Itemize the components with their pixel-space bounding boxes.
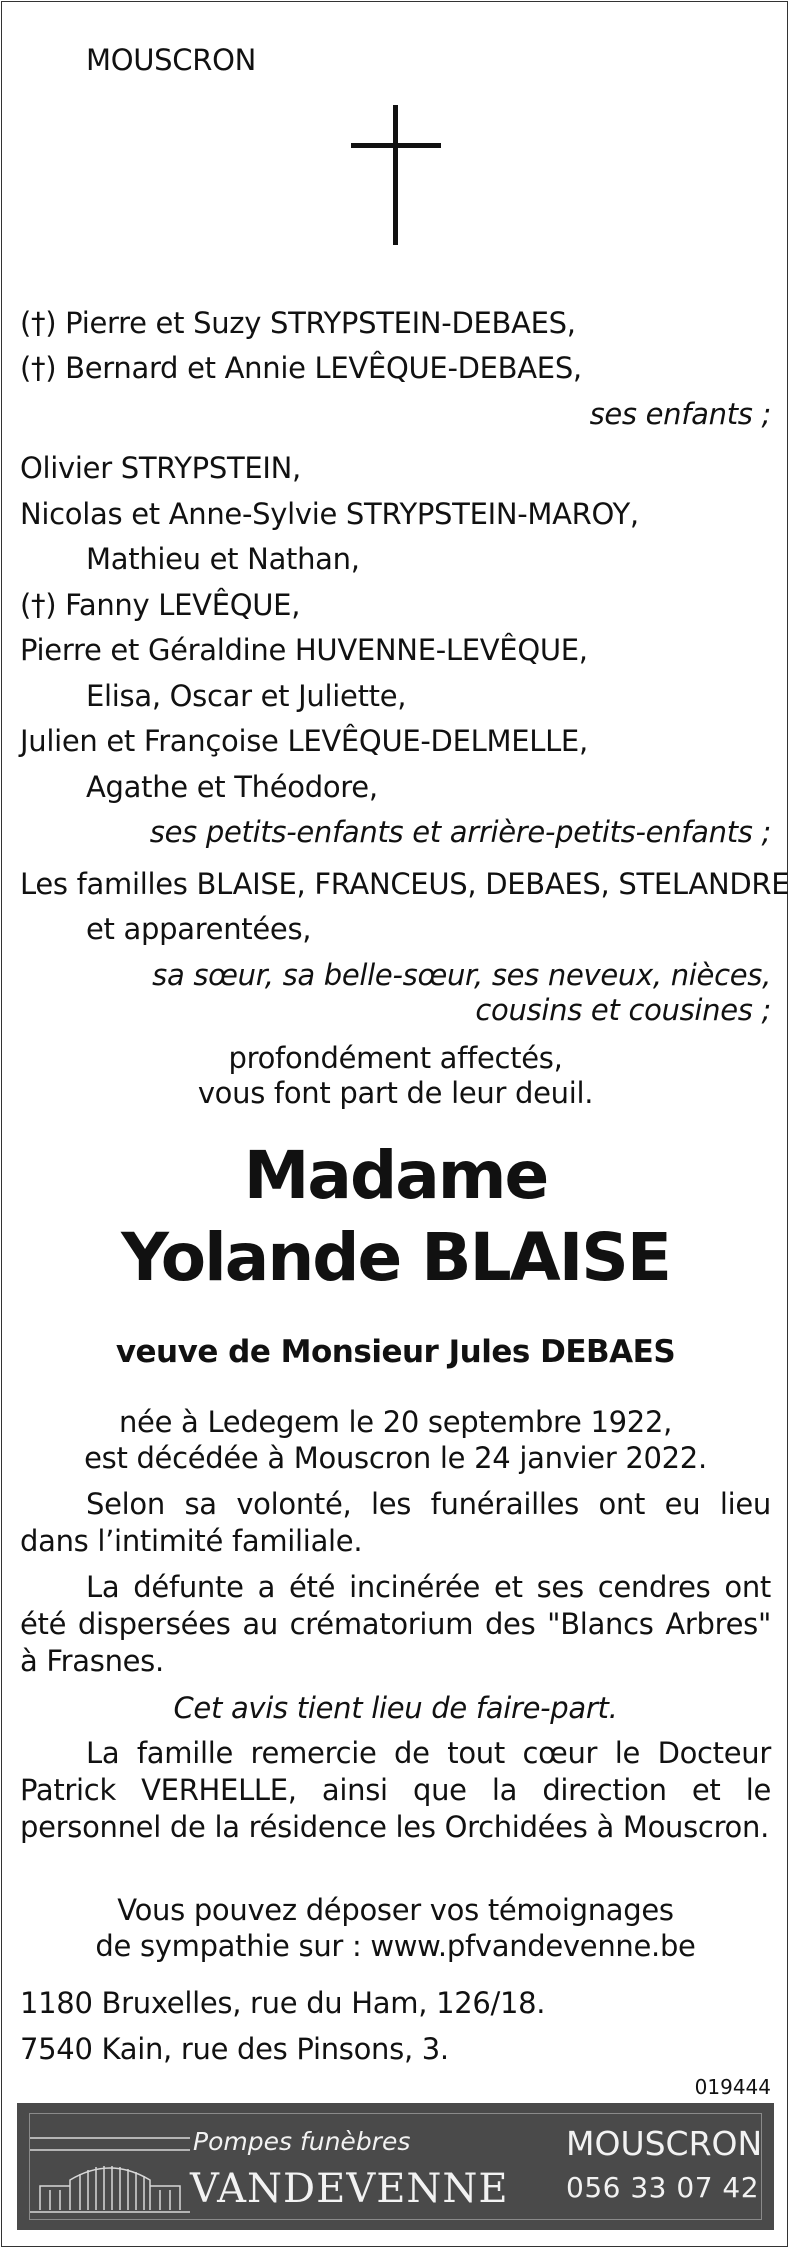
- families-line-1: Les familles BLAISE, FRANCEUS, DEBAES, STELANDRE: [20, 867, 790, 901]
- paragraph-thanks: [20, 1735, 771, 1846]
- children-role: ses enfants ;: [589, 397, 771, 431]
- grandchild-line-1: Olivier STRYPSTEIN,: [20, 451, 301, 485]
- grandchild-line-5: Pierre et Géraldine HUVENNE-LEVÊQUE,: [20, 633, 588, 667]
- deceased-name: Yolande BLAISE: [121, 1219, 670, 1296]
- grandchild-line-4: (†) Fanny LEVÊQUE,: [20, 588, 301, 622]
- footer-phone[interactable]: 056 33 07 42: [566, 2171, 760, 2204]
- families-role-1: sa sœur, sa belle-sœur, ses neveux, nièces,: [152, 958, 771, 992]
- deceased-widow: veuve de Monsieur Jules DEBAES: [115, 1334, 676, 1370]
- footer-city: MOUSCRON: [566, 2124, 763, 2163]
- paragraph-funeral-text: Selon sa volonté, les funérailles ont eu lieu dans l’intimité familiale.: [20, 1487, 771, 1558]
- address-1: 1180 Bruxelles, rue du Ham, 126/18.: [20, 1986, 546, 2020]
- grandchild-line-6: Elisa, Oscar et Juliette,: [86, 679, 407, 713]
- paragraph-thanks-text: La famille remercie de tout cœur le Docteur Patrick VERHELLE, ainsi que la direction et le personnel de la résidence les Orchidées à Mouscron.: [20, 1736, 771, 1844]
- condolence-line-1: Vous pouvez déposer vos témoignages: [117, 1893, 674, 1927]
- notice-line: Cet avis tient lieu de faire-part.: [173, 1691, 618, 1725]
- child-line-1: (†) Pierre et Suzy STRYPSTEIN-DEBAES,: [20, 306, 576, 340]
- grandchild-line-3: Mathieu et Nathan,: [86, 542, 360, 576]
- cross-icon-bar: [351, 143, 441, 148]
- grandchild-line-7: Julien et Françoise LEVÊQUE-DELMELLE,: [20, 724, 588, 758]
- condolence-line-2: [0, 1928, 791, 1964]
- paragraph-funeral: [20, 1486, 771, 1560]
- born-line: née à Ledegem le 20 septembre 1922,: [118, 1405, 673, 1439]
- families-role-2: cousins et cousines ;: [475, 993, 771, 1027]
- address-2: 7540 Kain, rue des Pinsons, 3.: [20, 2032, 449, 2066]
- grandchildren-role: ses petits-enfants et arrière-petits-enfants ;: [149, 815, 771, 849]
- grandchild-line-2: Nicolas et Anne-Sylvie STRYPSTEIN-MAROY,: [20, 497, 639, 531]
- died-line: est décédée à Mouscron le 24 janvier 2022.: [84, 1441, 707, 1475]
- condolence-line-2-text[interactable]: de sympathie sur : www.pfvandevenne.be: [95, 1929, 696, 1963]
- paragraph-cremation-text: La défunte a été incinérée et ses cendres ont été dispersées au crématorium des "Blancs Arbres" à Frasnes.: [20, 1570, 771, 1678]
- announce-line-1: profondément affectés,: [228, 1041, 563, 1075]
- child-line-2: (†) Bernard et Annie LEVÊQUE-DEBAES,: [20, 351, 582, 385]
- footer-brand: VANDEVENNE: [190, 2166, 509, 2212]
- announce-line-2: vous font part de leur deuil.: [197, 1076, 594, 1110]
- cross-icon: [393, 105, 398, 245]
- deceased-title: Madame: [243, 1137, 548, 1214]
- families-line-2: et apparentées,: [86, 912, 312, 946]
- grandchild-line-8: Agathe et Théodore,: [86, 770, 378, 804]
- reference-number: 019444: [694, 2075, 771, 2099]
- gate-logo-icon: [30, 2128, 190, 2218]
- header-city: MOUSCRON: [86, 43, 256, 77]
- paragraph-cremation: [20, 1569, 771, 1680]
- footer-tagline: Pompes funèbres: [193, 2127, 411, 2156]
